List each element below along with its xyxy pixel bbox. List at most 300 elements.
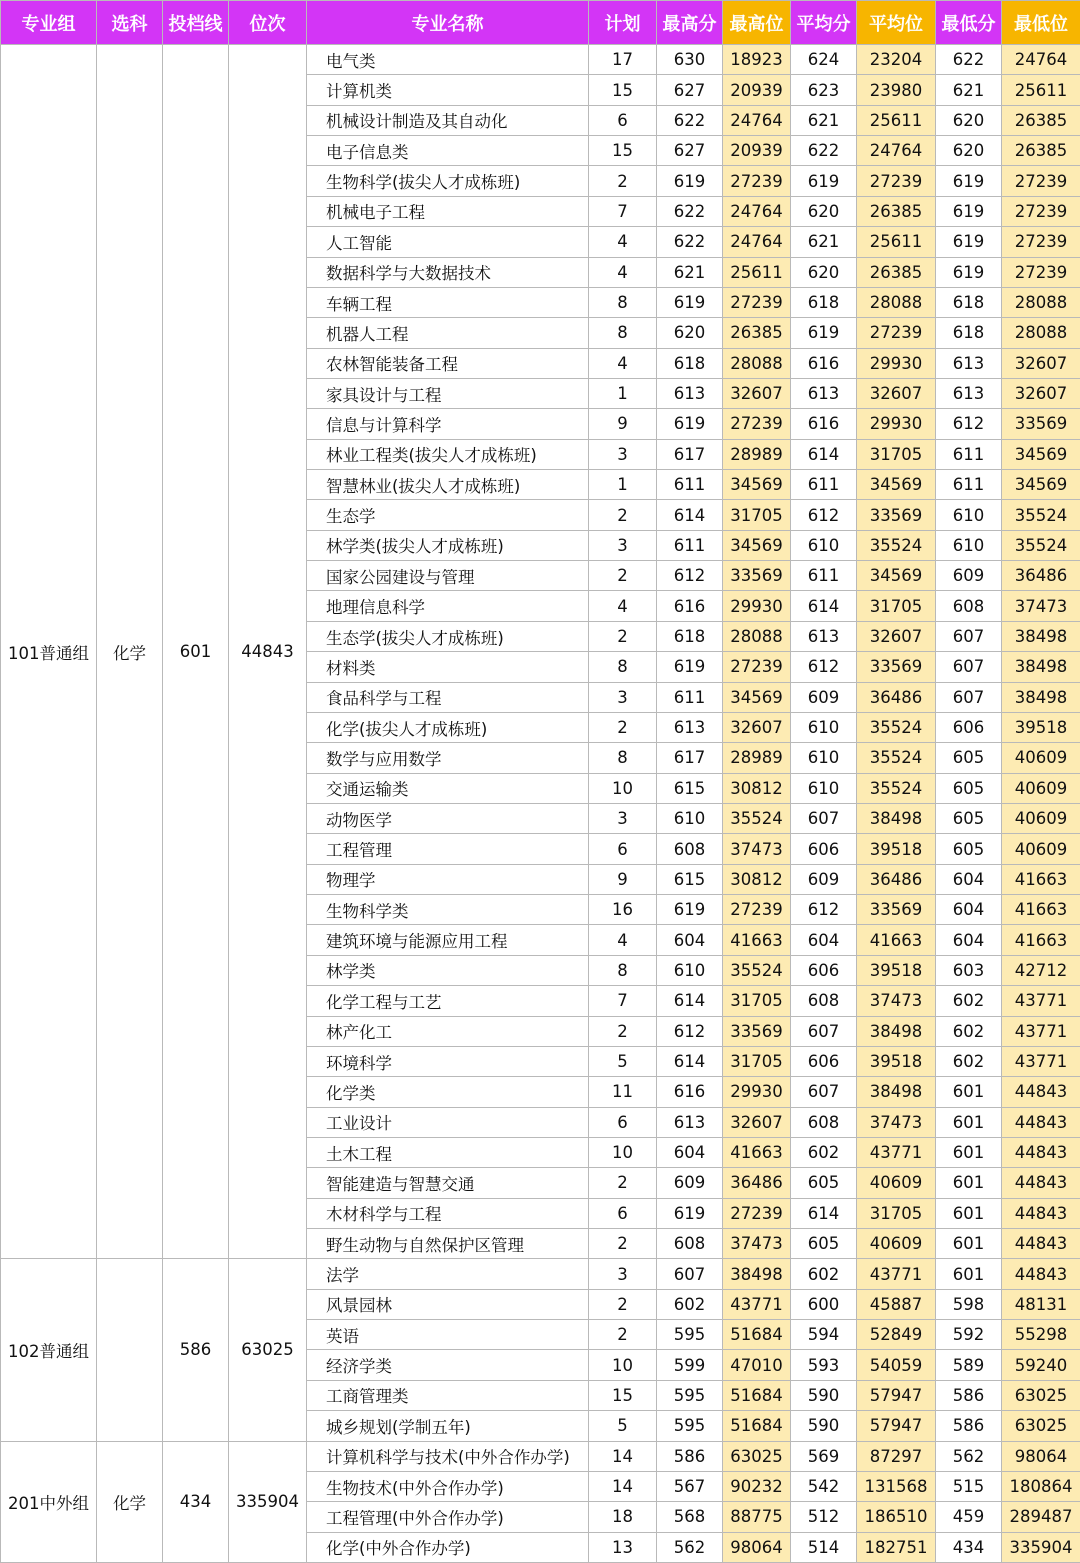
avg-rank-cell: 38498 — [857, 1016, 936, 1046]
avg-score-cell: 600 — [791, 1289, 857, 1319]
min-score-cell: 605 — [936, 743, 1002, 773]
min-score-cell: 618 — [936, 287, 1002, 317]
max-score-cell: 616 — [657, 591, 723, 621]
avg-score-cell: 610 — [791, 530, 857, 560]
max-score-cell: 612 — [657, 561, 723, 591]
min-score-cell: 598 — [936, 1289, 1002, 1319]
avg-rank-cell: 45887 — [857, 1289, 936, 1319]
plan-cell: 15 — [589, 136, 657, 166]
major-name-cell: 化学(拔尖人才成栋班) — [307, 712, 589, 742]
avg-rank-cell: 27239 — [857, 318, 936, 348]
max-score-cell: 604 — [657, 1137, 723, 1167]
avg-score-cell: 590 — [791, 1380, 857, 1410]
max-score-cell: 614 — [657, 500, 723, 530]
avg-score-cell: 569 — [791, 1441, 857, 1471]
min-rank-cell: 27239 — [1002, 166, 1080, 196]
min-score-cell: 603 — [936, 955, 1002, 985]
max-rank-cell: 31705 — [723, 500, 791, 530]
avg-rank-cell: 23980 — [857, 75, 936, 105]
avg-score-cell: 606 — [791, 1046, 857, 1076]
min-rank-cell: 44843 — [1002, 1107, 1080, 1137]
major-name-cell: 城乡规划(学制五年) — [307, 1411, 589, 1441]
major-name-cell: 工业设计 — [307, 1107, 589, 1137]
group-name: 102普通组 — [1, 1259, 97, 1441]
avg-score-cell: 606 — [791, 955, 857, 985]
avg-score-cell: 609 — [791, 682, 857, 712]
major-name-cell: 化学类 — [307, 1077, 589, 1107]
group-line: 586 — [163, 1259, 229, 1441]
max-rank-cell: 35524 — [723, 803, 791, 833]
avg-score-cell: 620 — [791, 257, 857, 287]
group-rank: 335904 — [229, 1441, 307, 1562]
plan-cell: 2 — [589, 712, 657, 742]
avg-rank-cell: 29930 — [857, 409, 936, 439]
max-rank-cell: 32607 — [723, 378, 791, 408]
min-rank-cell: 35524 — [1002, 530, 1080, 560]
max-score-cell: 619 — [657, 1198, 723, 1228]
min-rank-cell: 37473 — [1002, 591, 1080, 621]
plan-cell: 5 — [589, 1411, 657, 1441]
avg-rank-cell: 57947 — [857, 1411, 936, 1441]
max-score-cell: 608 — [657, 1229, 723, 1259]
min-rank-cell: 43771 — [1002, 1016, 1080, 1046]
avg-score-cell: 622 — [791, 136, 857, 166]
min-score-cell: 601 — [936, 1137, 1002, 1167]
plan-cell: 13 — [589, 1532, 657, 1562]
avg-score-cell: 616 — [791, 348, 857, 378]
major-name-cell: 人工智能 — [307, 227, 589, 257]
min-score-cell: 586 — [936, 1411, 1002, 1441]
min-score-cell: 602 — [936, 1046, 1002, 1076]
max-score-cell: 619 — [657, 166, 723, 196]
max-score-cell: 619 — [657, 895, 723, 925]
plan-cell: 2 — [589, 500, 657, 530]
max-rank-cell: 98064 — [723, 1532, 791, 1562]
max-rank-cell: 51684 — [723, 1411, 791, 1441]
max-rank-cell: 28088 — [723, 348, 791, 378]
max-score-cell: 610 — [657, 955, 723, 985]
min-rank-cell: 180864 — [1002, 1471, 1080, 1501]
plan-cell: 6 — [589, 1107, 657, 1137]
avg-score-cell: 618 — [791, 287, 857, 317]
min-rank-cell: 28088 — [1002, 287, 1080, 317]
avg-rank-cell: 24764 — [857, 136, 936, 166]
major-name-cell: 计算机科学与技术(中外合作办学) — [307, 1441, 589, 1471]
max-score-cell: 613 — [657, 1107, 723, 1137]
avg-rank-cell: 41663 — [857, 925, 936, 955]
max-rank-cell: 27239 — [723, 652, 791, 682]
avg-rank-cell: 131568 — [857, 1471, 936, 1501]
max-score-cell: 614 — [657, 1046, 723, 1076]
min-rank-cell: 38498 — [1002, 621, 1080, 651]
min-rank-cell: 32607 — [1002, 348, 1080, 378]
min-score-cell: 602 — [936, 986, 1002, 1016]
avg-rank-cell: 23204 — [857, 45, 936, 75]
major-name-cell: 土木工程 — [307, 1137, 589, 1167]
avg-rank-cell: 35524 — [857, 773, 936, 803]
major-name-cell: 林产化工 — [307, 1016, 589, 1046]
avg-rank-cell: 182751 — [857, 1532, 936, 1562]
group-rank: 44843 — [229, 45, 307, 1259]
plan-cell: 7 — [589, 986, 657, 1016]
max-score-cell: 622 — [657, 196, 723, 226]
major-name-cell: 动物医学 — [307, 803, 589, 833]
header-plan: 计划 — [589, 1, 657, 45]
header-rank: 位次 — [229, 1, 307, 45]
avg-rank-cell: 87297 — [857, 1441, 936, 1471]
major-name-cell: 数据科学与大数据技术 — [307, 257, 589, 287]
min-rank-cell: 44843 — [1002, 1259, 1080, 1289]
header-min-score: 最低分 — [936, 1, 1002, 45]
max-score-cell: 595 — [657, 1320, 723, 1350]
header-avg-rank: 平均位 — [857, 1, 936, 45]
major-name-cell: 工程管理 — [307, 834, 589, 864]
max-score-cell: 613 — [657, 712, 723, 742]
max-score-cell: 616 — [657, 1077, 723, 1107]
max-score-cell: 614 — [657, 986, 723, 1016]
max-rank-cell: 43771 — [723, 1289, 791, 1319]
plan-cell: 8 — [589, 652, 657, 682]
major-name-cell: 物理学 — [307, 864, 589, 894]
major-name-cell: 生态学 — [307, 500, 589, 530]
plan-cell: 2 — [589, 166, 657, 196]
avg-score-cell: 608 — [791, 986, 857, 1016]
min-rank-cell: 28088 — [1002, 318, 1080, 348]
max-rank-cell: 38498 — [723, 1259, 791, 1289]
min-rank-cell: 24764 — [1002, 45, 1080, 75]
min-score-cell: 613 — [936, 378, 1002, 408]
major-name-cell: 材料类 — [307, 652, 589, 682]
max-rank-cell: 28989 — [723, 439, 791, 469]
plan-cell: 5 — [589, 1046, 657, 1076]
max-rank-cell: 41663 — [723, 1137, 791, 1167]
avg-rank-cell: 35524 — [857, 530, 936, 560]
max-score-cell: 618 — [657, 348, 723, 378]
min-rank-cell: 335904 — [1002, 1532, 1080, 1562]
avg-score-cell: 612 — [791, 895, 857, 925]
min-score-cell: 611 — [936, 470, 1002, 500]
avg-rank-cell: 52849 — [857, 1320, 936, 1350]
min-score-cell: 586 — [936, 1380, 1002, 1410]
max-rank-cell: 31705 — [723, 986, 791, 1016]
avg-score-cell: 593 — [791, 1350, 857, 1380]
min-score-cell: 604 — [936, 925, 1002, 955]
max-rank-cell: 41663 — [723, 925, 791, 955]
max-score-cell: 610 — [657, 803, 723, 833]
max-score-cell: 611 — [657, 470, 723, 500]
major-name-cell: 食品科学与工程 — [307, 682, 589, 712]
major-name-cell: 工程管理(中外合作办学) — [307, 1502, 589, 1532]
max-score-cell: 627 — [657, 136, 723, 166]
avg-rank-cell: 43771 — [857, 1259, 936, 1289]
max-rank-cell: 51684 — [723, 1320, 791, 1350]
group-line: 434 — [163, 1441, 229, 1562]
plan-cell: 6 — [589, 105, 657, 135]
table-row — [1, 1259, 1080, 1289]
min-rank-cell: 40609 — [1002, 773, 1080, 803]
max-score-cell: 595 — [657, 1411, 723, 1441]
min-score-cell: 620 — [936, 105, 1002, 135]
avg-score-cell: 602 — [791, 1259, 857, 1289]
avg-score-cell: 613 — [791, 378, 857, 408]
avg-score-cell: 611 — [791, 470, 857, 500]
plan-cell: 2 — [589, 561, 657, 591]
table-body — [1, 45, 1080, 1563]
major-name-cell: 车辆工程 — [307, 287, 589, 317]
major-name-cell: 机械电子工程 — [307, 196, 589, 226]
min-score-cell: 610 — [936, 530, 1002, 560]
min-rank-cell: 42712 — [1002, 955, 1080, 985]
max-score-cell: 630 — [657, 45, 723, 75]
major-name-cell: 野生动物与自然保护区管理 — [307, 1229, 589, 1259]
group-name: 201中外组 — [1, 1441, 97, 1562]
min-score-cell: 434 — [936, 1532, 1002, 1562]
min-score-cell: 604 — [936, 864, 1002, 894]
min-score-cell: 622 — [936, 45, 1002, 75]
min-score-cell: 605 — [936, 773, 1002, 803]
avg-score-cell: 614 — [791, 1198, 857, 1228]
plan-cell: 3 — [589, 682, 657, 712]
min-score-cell: 605 — [936, 803, 1002, 833]
plan-cell: 8 — [589, 287, 657, 317]
avg-score-cell: 610 — [791, 773, 857, 803]
min-rank-cell: 26385 — [1002, 136, 1080, 166]
avg-rank-cell: 25611 — [857, 105, 936, 135]
min-rank-cell: 98064 — [1002, 1441, 1080, 1471]
min-score-cell: 619 — [936, 257, 1002, 287]
min-score-cell: 589 — [936, 1350, 1002, 1380]
avg-score-cell: 612 — [791, 652, 857, 682]
plan-cell: 3 — [589, 530, 657, 560]
min-score-cell: 607 — [936, 682, 1002, 712]
avg-score-cell: 613 — [791, 621, 857, 651]
avg-score-cell: 594 — [791, 1320, 857, 1350]
avg-rank-cell: 33569 — [857, 895, 936, 925]
max-score-cell: 608 — [657, 834, 723, 864]
min-rank-cell: 43771 — [1002, 1046, 1080, 1076]
major-name-cell: 家具设计与工程 — [307, 378, 589, 408]
avg-rank-cell: 186510 — [857, 1502, 936, 1532]
major-name-cell: 林学类 — [307, 955, 589, 985]
major-name-cell: 风景园林 — [307, 1289, 589, 1319]
min-rank-cell: 38498 — [1002, 682, 1080, 712]
plan-cell: 8 — [589, 955, 657, 985]
major-name-cell: 环境科学 — [307, 1046, 589, 1076]
header-major: 专业名称 — [307, 1, 589, 45]
group-line: 601 — [163, 45, 229, 1259]
max-rank-cell: 18923 — [723, 45, 791, 75]
avg-score-cell: 608 — [791, 1107, 857, 1137]
avg-score-cell: 614 — [791, 439, 857, 469]
major-name-cell: 机器人工程 — [307, 318, 589, 348]
max-score-cell: 595 — [657, 1380, 723, 1410]
min-score-cell: 612 — [936, 409, 1002, 439]
avg-rank-cell: 35524 — [857, 743, 936, 773]
major-name-cell: 生态学(拔尖人才成栋班) — [307, 621, 589, 651]
min-rank-cell: 55298 — [1002, 1320, 1080, 1350]
major-name-cell: 生物科学类 — [307, 895, 589, 925]
max-rank-cell: 90232 — [723, 1471, 791, 1501]
plan-cell: 9 — [589, 864, 657, 894]
avg-rank-cell: 28088 — [857, 287, 936, 317]
max-rank-cell: 34569 — [723, 682, 791, 712]
min-score-cell: 459 — [936, 1502, 1002, 1532]
plan-cell: 10 — [589, 773, 657, 803]
avg-rank-cell: 33569 — [857, 500, 936, 530]
avg-rank-cell: 40609 — [857, 1229, 936, 1259]
min-score-cell: 607 — [936, 652, 1002, 682]
min-rank-cell: 35524 — [1002, 500, 1080, 530]
max-rank-cell: 24764 — [723, 105, 791, 135]
avg-rank-cell: 31705 — [857, 591, 936, 621]
max-rank-cell: 26385 — [723, 318, 791, 348]
plan-cell: 4 — [589, 591, 657, 621]
avg-score-cell: 610 — [791, 743, 857, 773]
max-rank-cell: 88775 — [723, 1502, 791, 1532]
major-name-cell: 智能建造与智慧交通 — [307, 1168, 589, 1198]
max-rank-cell: 30812 — [723, 773, 791, 803]
avg-score-cell: 607 — [791, 1016, 857, 1046]
min-rank-cell: 44843 — [1002, 1229, 1080, 1259]
min-rank-cell: 44843 — [1002, 1168, 1080, 1198]
avg-rank-cell: 31705 — [857, 439, 936, 469]
plan-cell: 18 — [589, 1502, 657, 1532]
avg-rank-cell: 38498 — [857, 803, 936, 833]
avg-score-cell: 614 — [791, 591, 857, 621]
avg-score-cell: 590 — [791, 1411, 857, 1441]
min-score-cell: 601 — [936, 1198, 1002, 1228]
max-score-cell: 627 — [657, 75, 723, 105]
max-score-cell: 586 — [657, 1441, 723, 1471]
major-name-cell: 电子信息类 — [307, 136, 589, 166]
max-rank-cell: 27239 — [723, 287, 791, 317]
min-rank-cell: 63025 — [1002, 1411, 1080, 1441]
group-subject: 化学 — [97, 45, 163, 1259]
major-name-cell: 计算机类 — [307, 75, 589, 105]
min-rank-cell: 27239 — [1002, 196, 1080, 226]
min-rank-cell: 44843 — [1002, 1137, 1080, 1167]
max-rank-cell: 37473 — [723, 1229, 791, 1259]
max-score-cell: 599 — [657, 1350, 723, 1380]
avg-score-cell: 605 — [791, 1229, 857, 1259]
avg-rank-cell: 33569 — [857, 652, 936, 682]
max-score-cell: 619 — [657, 652, 723, 682]
plan-cell: 3 — [589, 1259, 657, 1289]
avg-rank-cell: 39518 — [857, 834, 936, 864]
min-rank-cell: 59240 — [1002, 1350, 1080, 1380]
avg-score-cell: 621 — [791, 227, 857, 257]
avg-score-cell: 606 — [791, 834, 857, 864]
min-rank-cell: 32607 — [1002, 378, 1080, 408]
max-rank-cell: 47010 — [723, 1350, 791, 1380]
max-score-cell: 567 — [657, 1471, 723, 1501]
avg-rank-cell: 25611 — [857, 227, 936, 257]
max-rank-cell: 27239 — [723, 1198, 791, 1228]
major-name-cell: 机械设计制造及其自动化 — [307, 105, 589, 135]
major-name-cell: 智慧林业(拔尖人才成栋班) — [307, 470, 589, 500]
max-score-cell: 620 — [657, 318, 723, 348]
max-score-cell: 612 — [657, 1016, 723, 1046]
max-score-cell: 621 — [657, 257, 723, 287]
max-rank-cell: 33569 — [723, 561, 791, 591]
major-name-cell: 林业工程类(拔尖人才成栋班) — [307, 439, 589, 469]
plan-cell: 2 — [589, 621, 657, 651]
avg-rank-cell: 26385 — [857, 257, 936, 287]
max-score-cell: 602 — [657, 1289, 723, 1319]
min-score-cell: 604 — [936, 895, 1002, 925]
avg-score-cell: 604 — [791, 925, 857, 955]
min-score-cell: 621 — [936, 75, 1002, 105]
max-score-cell: 562 — [657, 1532, 723, 1562]
major-name-cell: 林学类(拔尖人才成栋班) — [307, 530, 589, 560]
min-rank-cell: 27239 — [1002, 257, 1080, 287]
min-score-cell: 620 — [936, 136, 1002, 166]
avg-score-cell: 610 — [791, 712, 857, 742]
header-group: 专业组 — [1, 1, 97, 45]
plan-cell: 8 — [589, 318, 657, 348]
max-rank-cell: 31705 — [723, 1046, 791, 1076]
major-name-cell: 国家公园建设与管理 — [307, 561, 589, 591]
min-score-cell: 515 — [936, 1471, 1002, 1501]
max-score-cell: 617 — [657, 743, 723, 773]
avg-rank-cell: 40609 — [857, 1168, 936, 1198]
plan-cell: 1 — [589, 470, 657, 500]
min-score-cell: 601 — [936, 1229, 1002, 1259]
plan-cell: 8 — [589, 743, 657, 773]
avg-rank-cell: 39518 — [857, 955, 936, 985]
min-score-cell: 601 — [936, 1077, 1002, 1107]
plan-cell: 10 — [589, 1137, 657, 1167]
max-rank-cell: 51684 — [723, 1380, 791, 1410]
min-rank-cell: 63025 — [1002, 1380, 1080, 1410]
avg-rank-cell: 36486 — [857, 864, 936, 894]
max-rank-cell: 24764 — [723, 227, 791, 257]
min-rank-cell: 289487 — [1002, 1502, 1080, 1532]
major-name-cell: 生物科学(拔尖人才成栋班) — [307, 166, 589, 196]
min-score-cell: 610 — [936, 500, 1002, 530]
avg-score-cell: 605 — [791, 1168, 857, 1198]
major-name-cell: 建筑环境与能源应用工程 — [307, 925, 589, 955]
major-name-cell: 数学与应用数学 — [307, 743, 589, 773]
min-rank-cell: 41663 — [1002, 925, 1080, 955]
avg-score-cell: 612 — [791, 500, 857, 530]
min-rank-cell: 40609 — [1002, 834, 1080, 864]
min-score-cell: 601 — [936, 1259, 1002, 1289]
min-score-cell: 609 — [936, 561, 1002, 591]
major-name-cell: 生物技术(中外合作办学) — [307, 1471, 589, 1501]
avg-rank-cell: 37473 — [857, 1107, 936, 1137]
max-score-cell: 622 — [657, 227, 723, 257]
major-name-cell: 交通运输类 — [307, 773, 589, 803]
plan-cell: 2 — [589, 1320, 657, 1350]
major-name-cell: 农林智能装备工程 — [307, 348, 589, 378]
avg-rank-cell: 26385 — [857, 196, 936, 226]
avg-score-cell: 607 — [791, 1077, 857, 1107]
min-rank-cell: 48131 — [1002, 1289, 1080, 1319]
header-max-score: 最高分 — [657, 1, 723, 45]
min-rank-cell: 40609 — [1002, 803, 1080, 833]
avg-score-cell: 514 — [791, 1532, 857, 1562]
avg-score-cell: 616 — [791, 409, 857, 439]
group-rank: 63025 — [229, 1259, 307, 1441]
header-min-rank: 最低位 — [1002, 1, 1080, 45]
avg-score-cell: 607 — [791, 803, 857, 833]
plan-cell: 2 — [589, 1289, 657, 1319]
avg-score-cell: 620 — [791, 196, 857, 226]
avg-rank-cell: 43771 — [857, 1137, 936, 1167]
min-rank-cell: 44843 — [1002, 1077, 1080, 1107]
header-row — [1, 1, 1080, 45]
